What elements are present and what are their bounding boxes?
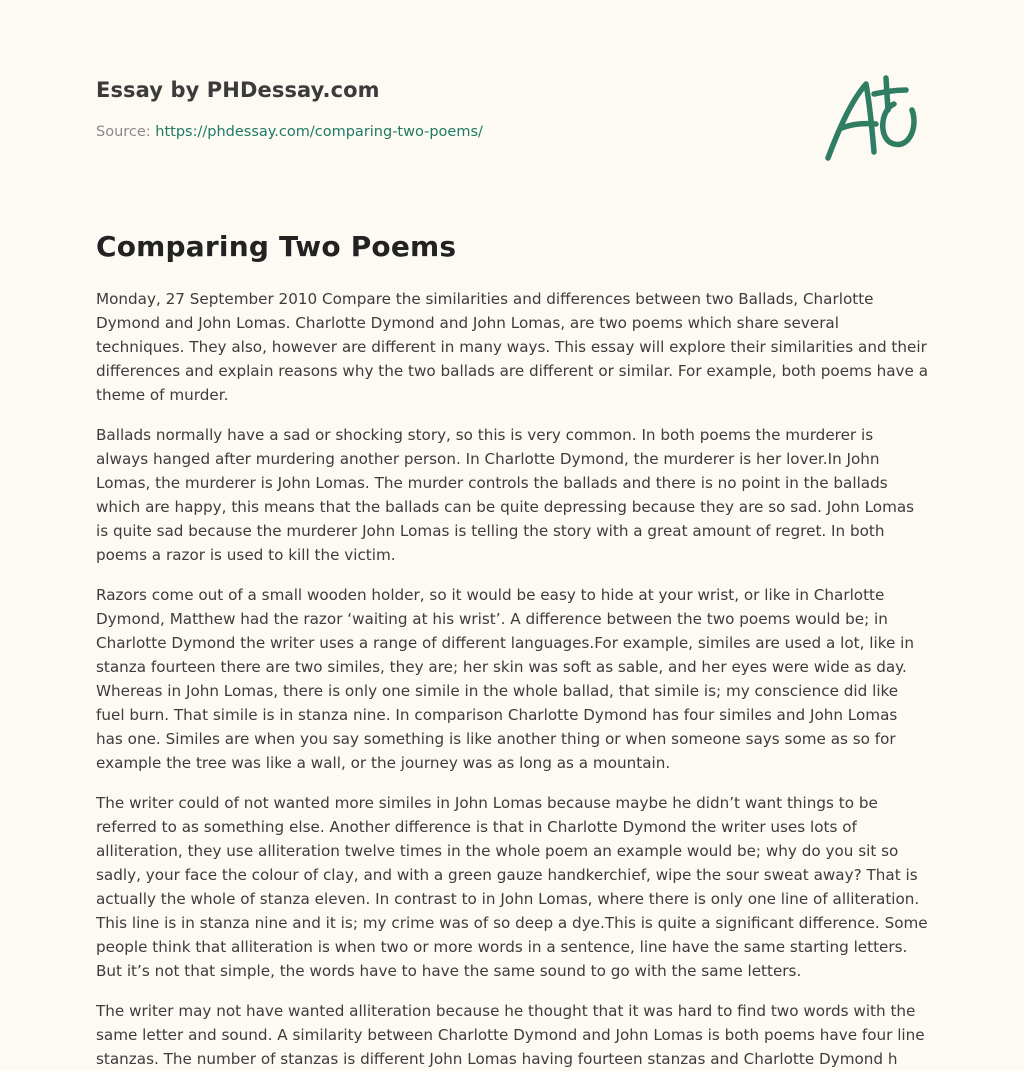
essay-paragraph: Ballads normally have a sad or shocking story, so this is very common. In both poems the murderer is always hanged after murdering another person. In Charlotte Dymond, the murderer is her lover.In John Lomas, the murderer is John Lomas. The murder controls the ballads and there is no point in the ballads which are happy, this means that the ballads can be quite depressing because they are so sad. John Lomas is quite sad because the murderer John Lomas is telling the story with a great amount of regret. In both poems a razor is used to kill the victim. [96,426,915,564]
source-label: Source: [96,124,156,140]
essay-body [96,287,928,1071]
essay-paragraph: Monday, 27 September 2010 Compare the similarities and differences between two Ballads, Charlotte Dymond and John Lomas. Charlotte Dymond and John Lomas, are two poems which share several techniques. They also, however are different in many ways. This essay will explore their similarities and their differences and explain reasons why the two ballads are different or similar. For example, both poems have a theme of murder. [96,290,928,404]
essay-title: Comparing Two Poems [96,230,457,263]
source-link[interactable]: https://phdessay.com/comparing-two-poems/ [155,124,483,140]
a-plus-logo-icon [822,66,926,166]
essay-paragraph: The writer may not have wanted alliteration because he thought that it was hard to find two words with the same letter and sound. A similarity between Charlotte Dymond and John Lomas is both poems have four line stanzas. The number of stanzas is different John Lomas having fourteen stanzas and Charlotte Dymond h [96,1002,925,1068]
source-line [96,124,483,140]
page-header [96,0,928,200]
essay-paragraph: The writer could of not wanted more similes in John Lomas because maybe he didn’t want things to be referred to as something else. Another difference is that in Charlotte Dymond the writer uses lots of alliteration, they use alliteration twelve times in the whole poem an example would be; why do you sit so sadly, your face the colour of clay, and with a green gauze handkerchief, wipe the sour sweat away? That is actually the whole of stanza eleven. In contrast to in John Lomas, where there is only one line of alliteration. This line is in stanza nine and it is; my crime was of so deep a dye.This is quite a significant difference. Some people think that alliteration is when two or more words in a sentence, line have the same starting letters. But it’s not that simple, the words have to have the same sound to go with the same letters. [96,794,928,980]
site-title: Essay by PHDessay.com [96,78,380,102]
essay-paragraph: Razors come out of a small wooden holder, so it would be easy to hide at your wrist, or like in Charlotte Dymond, Matthew had the razor ‘waiting at his wrist’. A difference between the two poems would be; in Charlotte Dymond the writer uses a range of different languages.For example, similes are used a lot, like in stanza fourteen there are two similes, they are; her skin was soft as sable, and her eyes were wide as day. Whereas in John Lomas, there is only one simile in the whole ballad, that simile is; my conscience did like fuel burn. That simile is in stanza nine. In comparison Charlotte Dymond has four similes and John Lomas has one. Similes are when you say something is like another thing or when someone says some as so for example the tree was like a wall, or the journey was as long as a mountain. [96,586,914,772]
